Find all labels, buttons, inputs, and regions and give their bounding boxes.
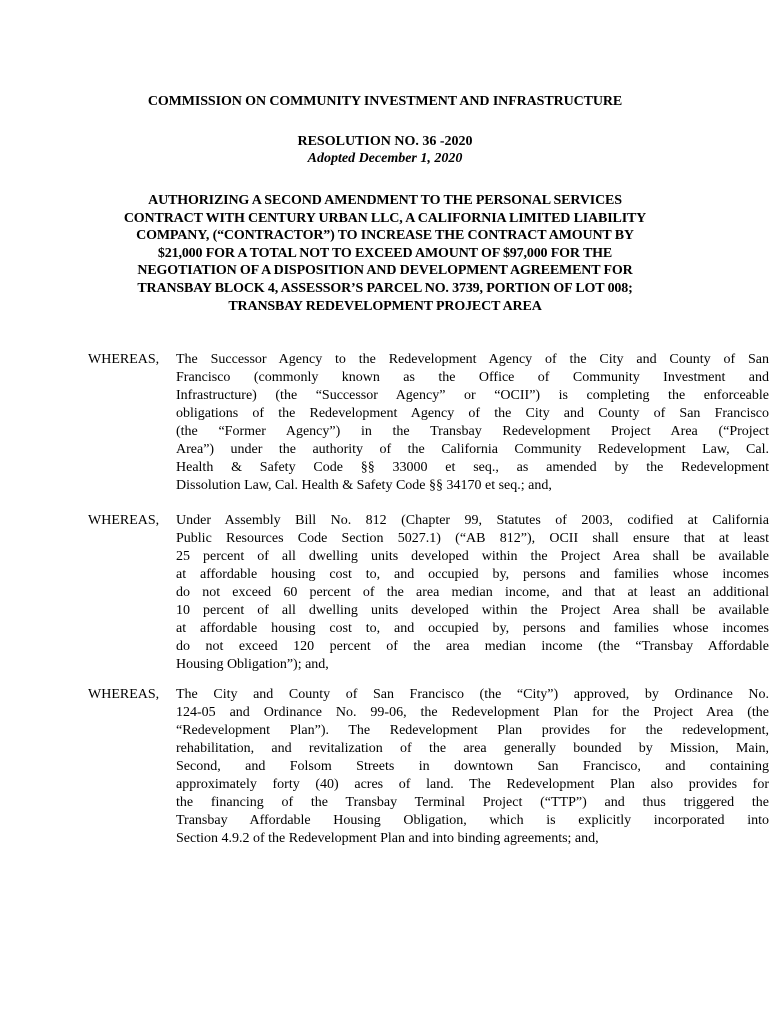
clause-line: Area”) under the authority of the California Community Redevelopment Law, Cal.	[176, 442, 769, 457]
clause-line: rehabilitation, and revitalization of the area generally bounded by Mission, Main,	[176, 741, 769, 756]
clause-label: WHEREAS,	[88, 513, 160, 528]
clause-line: Section 4.9.2 of the Redevelopment Plan and into binding agreements; and,	[176, 831, 599, 846]
title-line: AUTHORIZING A SECOND AMENDMENT TO THE PERSONAL SERVICES	[148, 193, 622, 208]
clause-line: Infrastructure) (the “Successor Agency” or “OCII”) is completing the enforceable	[176, 388, 769, 403]
clause-line: The Successor Agency to the Redevelopment Agency of the City and County of San	[176, 352, 769, 367]
clause-text	[176, 351, 769, 495]
clause-line: Housing Obligation”); and,	[176, 657, 329, 672]
clause-line: 124-05 and Ordinance No. 99-06, the Redevelopment Plan for the Project Area (the	[176, 705, 769, 720]
clause-line: do not exceed 60 percent of the area median income, and that at least an additional	[176, 585, 769, 600]
clause-line: Health & Safety Code §§ 33000 et seq., as amended by the Redevelopment	[176, 460, 769, 475]
resolution-number: RESOLUTION NO. 36 -2020	[297, 134, 473, 149]
clause-line: “Redevelopment Plan”). The Redevelopment Plan provides for the redevelopment,	[176, 723, 769, 738]
clause-line: The City and County of San Francisco (the “City”) approved, by Ordinance No.	[176, 687, 769, 702]
clause-line: 10 percent of all dwelling units developed within the Project Area shall be available	[176, 603, 769, 618]
adopted-date: Adopted December 1, 2020	[307, 151, 463, 166]
title-line: TRANSBAY REDEVELOPMENT PROJECT AREA	[228, 298, 542, 314]
clause-line: Francisco (commonly known as the Office of Community Investment and	[176, 370, 769, 385]
clause-line: the financing of the Transbay Terminal Project (“TTP”) and thus triggered the	[176, 795, 769, 810]
commission-heading: COMMISSION ON COMMUNITY INVESTMENT AND INFRASTRUCTURE	[147, 94, 623, 109]
title-line: TRANSBAY BLOCK 4, ASSESSOR’S PARCEL NO. 3739, PORTION OF LOT 008;	[137, 280, 633, 296]
clause-line: at affordable housing cost to, and occupied by, persons and families whose incomes	[176, 621, 769, 636]
clause-line: 25 percent of all dwelling units developed within the Project Area shall be available	[176, 549, 769, 564]
resolution-title	[88, 192, 682, 315]
clause-label: WHEREAS,	[88, 352, 160, 367]
title-line: $21,000 FOR A TOTAL NOT TO EXCEED AMOUNT OF $97,000 FOR THE	[157, 245, 613, 261]
clause-line: Public Resources Code Section 5027.1) (“AB 812”), OCII shall ensure that at least	[176, 531, 769, 546]
title-line: COMPANY, (“CONTRACTOR”) TO INCREASE THE CONTRACT AMOUNT BY	[136, 228, 634, 244]
clause-line: at affordable housing cost to, and occupied by, persons and families whose incomes	[176, 567, 769, 582]
title-line: NEGOTIATION OF A DISPOSITION AND DEVELOPMENT AGREEMENT FOR	[137, 263, 633, 279]
title-line: CONTRACT WITH CENTURY URBAN LLC, A CALIFORNIA LIMITED LIABILITY	[123, 210, 647, 226]
clause-line: obligations of the Redevelopment Agency of the City and County of San Francisco	[176, 406, 769, 421]
clause-line: Under Assembly Bill No. 812 (Chapter 99, Statutes of 2003, codified at California	[176, 513, 769, 528]
clause-line: (the “Former Agency”) in the Transbay Redevelopment Project Area (“Project	[176, 424, 769, 439]
clause-line: Second, and Folsom Streets in downtown San Francisco, and containing	[176, 759, 769, 774]
clause-label: WHEREAS,	[88, 687, 160, 702]
clause-text	[176, 686, 769, 848]
clause-line: Transbay Affordable Housing Obligation, which is explicitly incorporated into	[176, 813, 769, 828]
clause-line: Dissolution Law, Cal. Health & Safety Code §§ 34170 et seq.; and,	[176, 478, 552, 493]
clause-text	[176, 512, 769, 674]
clause-line: approximately forty (40) acres of land. The Redevelopment Plan also provides for	[176, 777, 769, 792]
clause-line: do not exceed 120 percent of the area median income (the “Transbay Affordable	[176, 639, 769, 654]
